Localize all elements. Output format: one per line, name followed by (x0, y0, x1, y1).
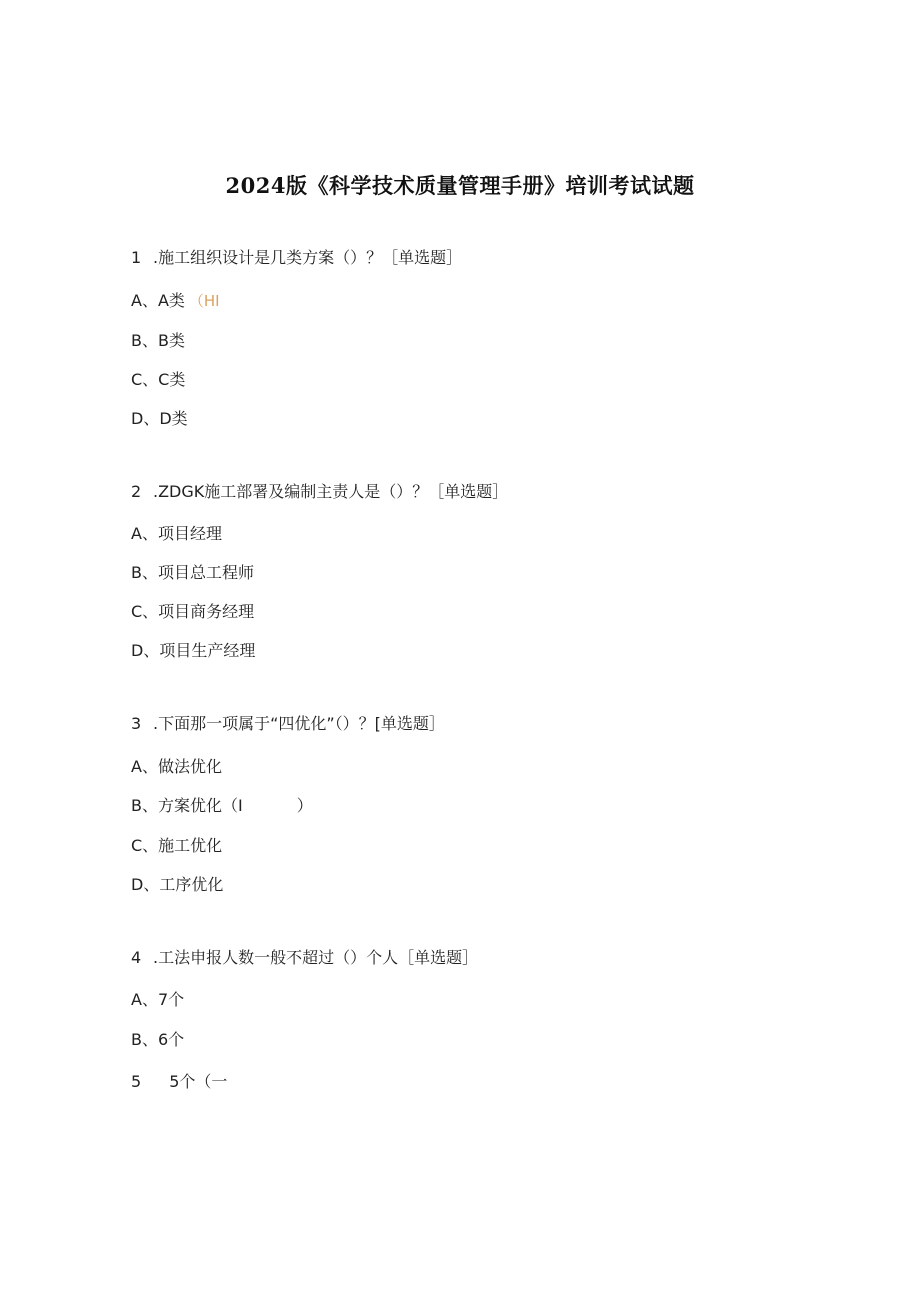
question-3 (131, 713, 445, 735)
question-number: 1 (131, 248, 142, 267)
option-label: B、项目总工程师 (131, 563, 254, 582)
option-label: A、7个 (131, 990, 185, 1009)
option-label: D、项目生产经理 (131, 641, 256, 660)
option-3c[interactable] (131, 835, 222, 857)
document-title: 2024版《科学技术质量管理手册》培训考试试题 (225, 173, 695, 198)
option-4b[interactable] (131, 1029, 184, 1051)
option-label: D、工序优化 (131, 875, 224, 894)
question-1 (131, 247, 462, 269)
option-1c[interactable] (131, 369, 185, 391)
question-text: .施工组织设计是几类方案（）？［单选题］ (153, 248, 463, 267)
option-3a[interactable] (131, 756, 222, 778)
option-4a[interactable] (131, 989, 184, 1011)
option-label: B、6个 (131, 1030, 185, 1049)
option-3d[interactable] (131, 874, 223, 896)
option-label: B、B类 (131, 331, 185, 350)
option-2d[interactable] (131, 640, 255, 662)
question-2 (131, 481, 508, 503)
option-label: C、项目商务经理 (131, 602, 255, 621)
option-4c[interactable] (131, 1071, 227, 1093)
option-1d[interactable] (131, 408, 188, 430)
question-text: .工法申报人数一般不超过（）个人［单选题］ (153, 948, 479, 967)
option-label: A、A类 (131, 291, 185, 310)
option-label: B、方案优化（I (131, 796, 243, 815)
question-number: 4 (131, 948, 142, 967)
option-2a[interactable] (131, 523, 222, 545)
option-label: A、做法优化 (131, 757, 222, 776)
question-4 (131, 947, 478, 969)
question-number: 3 (131, 714, 142, 733)
option-2c[interactable] (131, 601, 254, 623)
option-2b[interactable] (131, 562, 254, 584)
option-3b[interactable] (131, 795, 313, 817)
option-1b[interactable] (131, 330, 185, 352)
option-label: D、D类 (131, 409, 188, 428)
option-label: C、C类 (131, 370, 186, 389)
answer-mark: （HI (188, 292, 220, 310)
option-label: A、项目经理 (131, 524, 222, 543)
question-text: .下面那一项属于“四优化”（）？[单选题］ (153, 714, 445, 733)
option-1a[interactable] (131, 290, 220, 312)
question-number: 2 (131, 482, 142, 501)
option-label: C、施工优化 (131, 836, 223, 855)
option-tail: ） (296, 796, 313, 815)
option-prefix: 5 (131, 1072, 142, 1091)
question-text: .ZDGK施工部署及编制主责人是（）？［单选题］ (153, 482, 509, 501)
option-label: 5个（一 (169, 1072, 228, 1091)
